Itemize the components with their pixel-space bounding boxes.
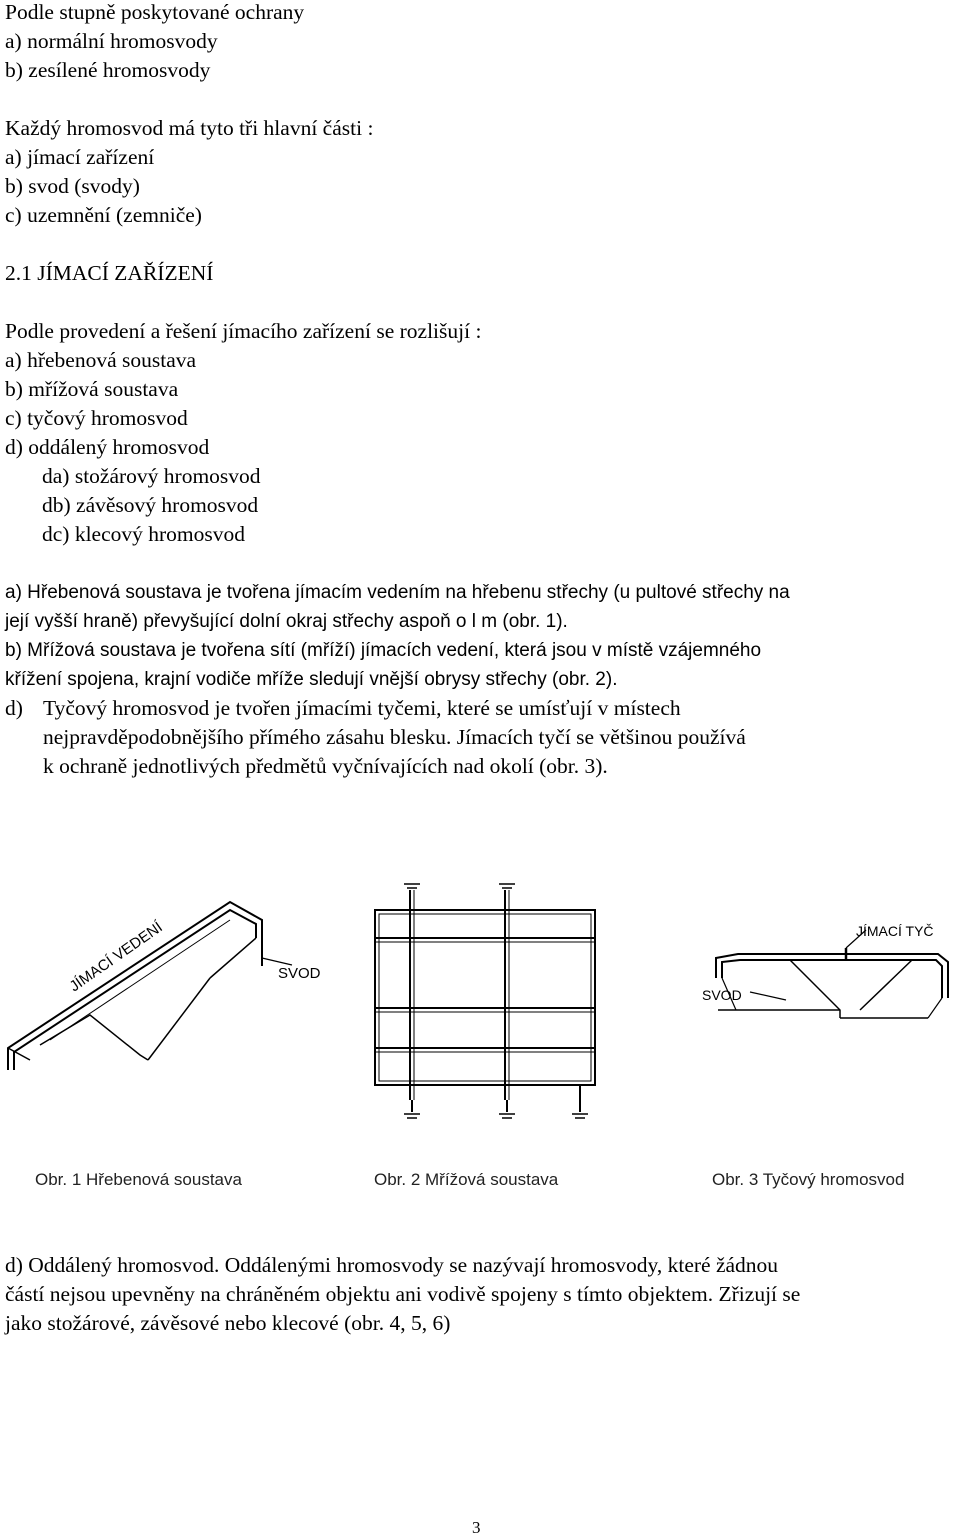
parts-heading: Každý hromosvod má tyto tři hlavní části : (5, 116, 374, 140)
parts-item-b: b) svod (svody) (5, 174, 140, 198)
section-title: 2.1 JÍMACÍ ZAŘÍZENÍ (5, 261, 214, 285)
figure-3-caption: Obr. 3 Tyčový hromosvod (712, 1170, 905, 1189)
definition-b-line1: b) Mřížová soustava je tvořena sítí (mříží) jímacích vedení, která jsou v místě vzájemného (5, 640, 762, 661)
section-subitem-db: db) závěsový hromosvod (42, 493, 259, 517)
figure-3-rod-system (690, 900, 960, 1080)
definition-d-line1: Tyčový hromosvod je tvořen jímacími tyčemi, které se umísťují v místech (43, 696, 681, 720)
remote-line2: částí nejsou upevněny na chráněném objektu ani vodivě spojeny s tímto objektem. Zřizují se (5, 1282, 801, 1306)
definition-a-line2: její vyšší hraně) převyšující dolní okraj střechy aspoň o l m (obr. 1). (5, 611, 568, 632)
section-item-a: a) hřebenová soustava (5, 348, 197, 372)
definition-d-line2: nejpravděpodobnějšího přímého zásahu blesku. Jímacích tyčí se většinou používá (43, 725, 746, 749)
fig3-label-rod: JÍMACÍ TYČ (856, 923, 934, 939)
definition-d-line3: k ochraně jednotlivých předmětů vyčnívajících nad okolí (obr. 3). (43, 754, 608, 778)
fig1-label-ridge: JÍMACÍ VEDENÍ (66, 918, 166, 996)
section-lead: Podle provedení a řešení jímacího zařízení se rozlišují : (5, 319, 482, 343)
definition-d-marker: d) (5, 696, 23, 720)
intro-heading: Podle stupně poskytované ochrany (5, 0, 305, 24)
section-item-c: c) tyčový hromosvod (5, 406, 188, 430)
section-subitem-dc: dc) klecový hromosvod (42, 522, 246, 546)
parts-item-c: c) uzemnění (zemniče) (5, 203, 202, 227)
remote-line3: jako stožárové, závěsové nebo klecové (obr. 4, 5, 6) (5, 1311, 451, 1335)
intro-item-b: b) zesílené hromosvody (5, 58, 211, 82)
fig3-label-down: SVOD (702, 987, 742, 1003)
fig1-label-down: SVOD (278, 965, 321, 982)
figure-2-mesh-system (360, 880, 610, 1130)
parts-item-a: a) jímací zařízení (5, 145, 155, 169)
figure-2-caption: Obr. 2 Mřížová soustava (374, 1170, 559, 1189)
figure-1-caption: Obr. 1 Hřebenová soustava (35, 1170, 242, 1189)
intro-item-a: a) normální hromosvody (5, 29, 218, 53)
remote-line1: d) Oddálený hromosvod. Oddálenými hromosvody se nazývají hromosvody, které žádnou (5, 1253, 779, 1277)
section-item-b: b) mřížová soustava (5, 377, 179, 401)
definition-a-line1: a) Hřebenová soustava je tvořena jímacím vedením na hřebenu střechy (u pultové střechy na (5, 582, 790, 603)
page-number: 3 (472, 1518, 481, 1537)
definition-b-line2: křížení spojena, krajní vodiče mříže sledují vnější obrysy střechy (obr. 2). (5, 669, 618, 690)
section-subitem-da: da) stožárový hromosvod (42, 464, 261, 488)
figure-1-ridge-system (0, 880, 330, 1100)
section-item-d: d) oddálený hromosvod (5, 435, 210, 459)
